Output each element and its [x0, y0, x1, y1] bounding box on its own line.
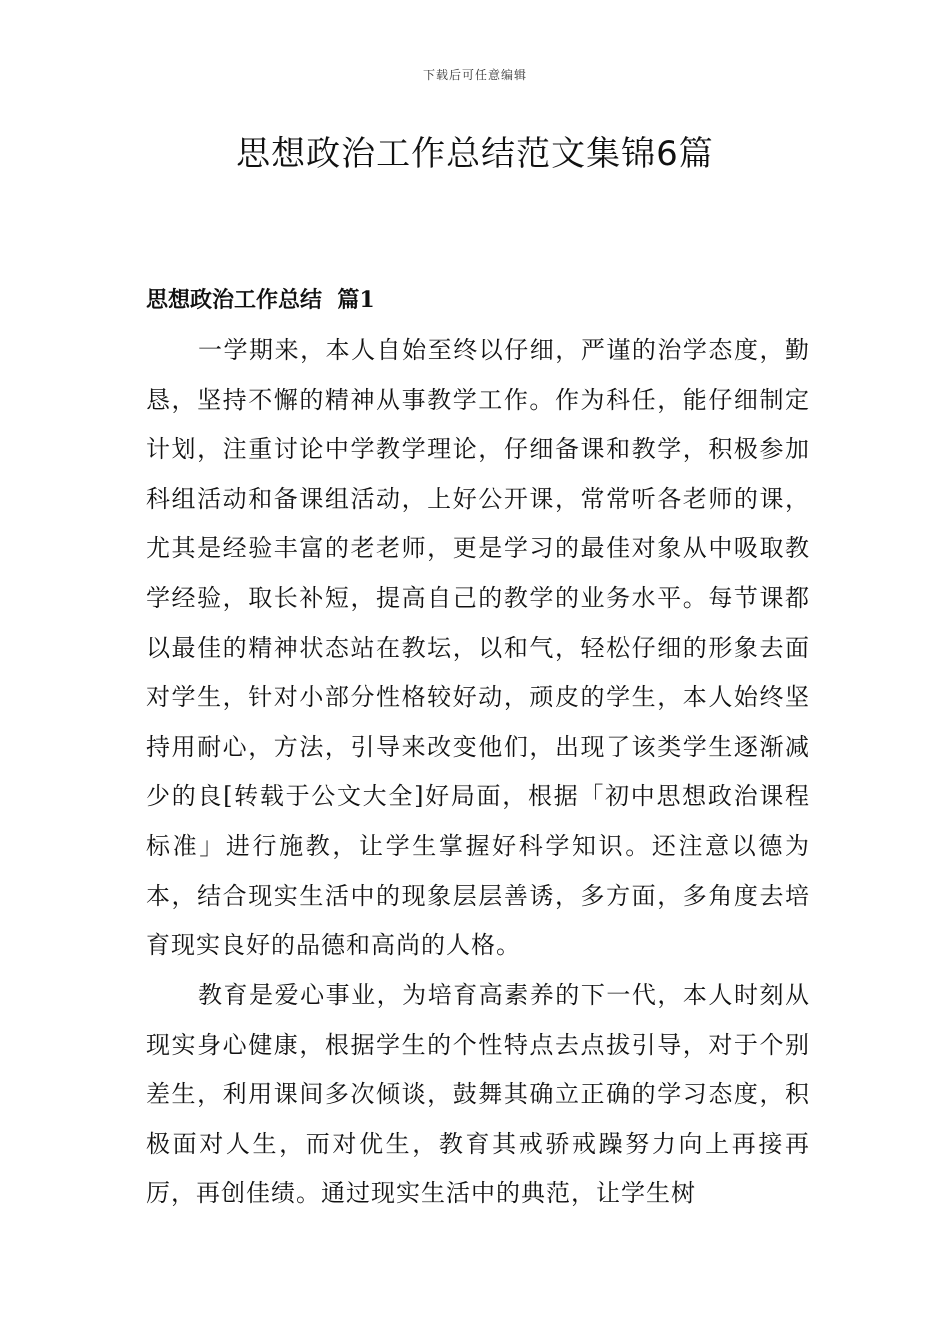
body-paragraph-2: 教育是爱心事业，为培育高素养的下一代，本人时刻从现实身心健康，根据学生的个性特点去点拔引导，对于个别差生，利用课间多次倾谈，鼓舞其确立正确的学习态度，积极面对人生，而对优生，教育其戒骄戒躁努力向上再接再厉，再创佳绩。通过现实生活中的典范，让学生树 — [146, 981, 810, 1208]
body-paragraph-1: 一学期来，本人自始至终以仔细，严谨的治学态度，勤恳，坚持不懈的精神从事教学工作。作为科任，能仔细制定计划，注重讨论中学教学理论，仔细备课和教学，积极参加科组活动和备课组活动，上好公开课，常常听各老师的课，尤其是经验丰富的老老师，更是学习的最佳对象从中吸取教学经验，取长补短，提高自己的教学的业务水平。每节课都以最佳的精神状态站在教坛，以和气，轻松仔细的形象去面对学生，针对小部分性格较好动，顽皮的学生，本人始终坚持用耐心，方法，引导来改变他们，出现了该类学生逐渐减少的良[转载于公文大全]好局面，根据「初中思想政治课程标准」进行施教，让学生掌握好科学知识。还注意以德为本，结合现实生活中的现象层层善诱，多方面，多角度去培育现实良好的品德和高尚的人格。 — [146, 336, 810, 960]
section-heading: 思想政治工作总结 篇1 — [146, 287, 375, 313]
header-note: 下载后可任意编辑 — [422, 68, 527, 82]
document-title: 思想政治工作总结范文集锦6篇 — [236, 134, 714, 174]
